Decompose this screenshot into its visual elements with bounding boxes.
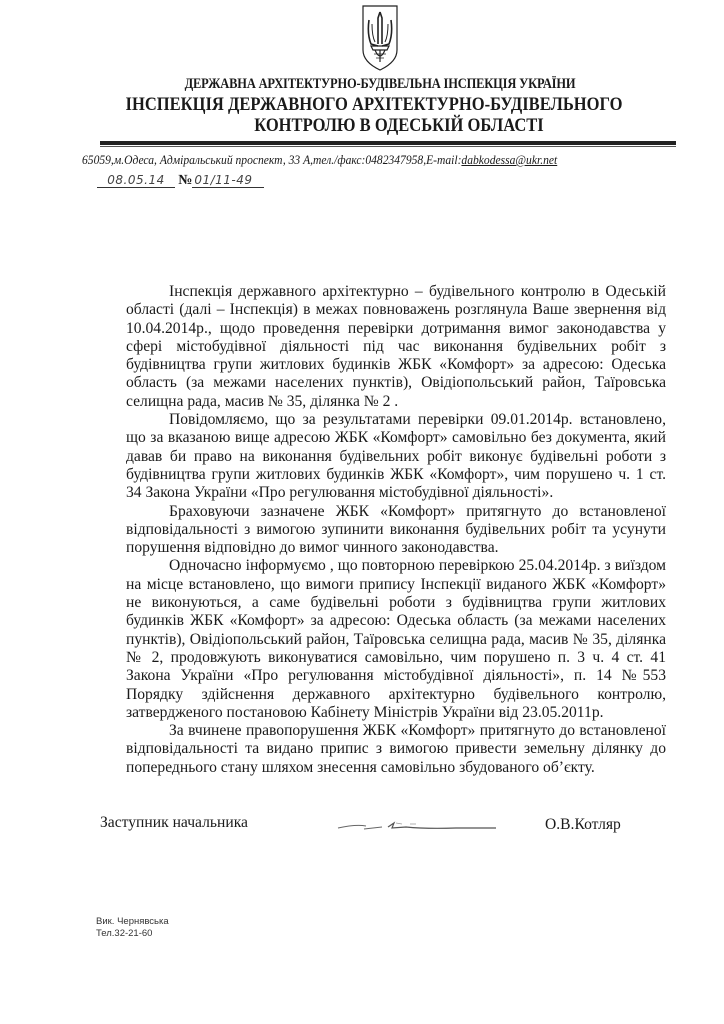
paragraph: За вчинене правопорушення ЖБК «Комфорт» притягнуто до встановленої відповідальності та видано припис з вимогою привести земельну ділянку до попереднього стану шляхом знесення самовільно збудованого об’єкту. [126,722,666,776]
registration-number: 01/11-49 [192,173,264,188]
letterhead-address [82,152,557,168]
letter-body [126,283,666,777]
letterhead-agency: ДЕРЖАВНА АРХІТЕКТУРНО-БУДІВЕЛЬНА ІНСПЕКЦІЯ УКРАЇНИ [184,76,576,92]
letterhead-divider-thin [100,146,676,147]
letterhead-divider [100,141,676,145]
letterhead-inspection-line1: ІНСПЕКЦІЯ ДЕРЖАВНОГО АРХІТЕКТУРНО-БУДІВЕЛЬНОГО [125,94,623,115]
paragraph: Браховуючи зазначене ЖБК «Комфорт» притягнуто до встановленої відповідальності з вимогою зупинити виконання будівельних робіт та усунути порушення відповідно до вимог чинного законодавства. [126,502,666,557]
address-text: 65059,м.Одеса, Адміральський проспект, 33 А,тел./факс:0482347958,E-mail: [82,152,462,167]
email-link[interactable]: dabkodessa@ukr.net [461,152,558,167]
paragraph: Повідомляємо, що за результатами перевірки 09.01.2014р. встановлено, що за вказаною вище адресою ЖБК «Комфорт» самовільно без документа, який давав би право на виконання будівельних робіт виконує будівельні роботи з будівництва групи житлових будинків ЖБК «Комфорт», чим порушено ч. 1 ст. 34 Закона України «Про регулювання містобудівної діяльності». [126,411,666,502]
executor-phone: Тел.32-21-60 [96,928,153,939]
coat-of-arms-icon [361,4,399,72]
number-label: № [178,173,193,188]
signatory-name: О.В.Котляр [545,816,621,833]
registration-line [97,172,264,189]
handwritten-signature [336,820,498,832]
executor-info [96,916,169,940]
executor-name: Вик. Чернявська [96,916,169,927]
paragraph: Інспекція державного архітектурно – будівельного контролю в Одеській області (далі – Інспекція) в межах повноважень розглянула Ваше звернення від 10.04.2014р., щодо проведення перевірки дотримання вимог законодавства у сфері містобудівної діяльності під час виконання будівельних робіт з будівництва групи житлових будинків ЖБК «Комфорт» за адресою: Одеська область (за межами населених пунктів), Овідіопольський район, Таїровська селищна рада, масив № 35, ділянка № 2 . [126,283,666,410]
paragraph: Одночасно інформуємо , що повторною перевіркою 25.04.2014р. з виїздом на місце встановлено, що вимоги припису Інспекції виданого ЖБК «Комфорт» не виконуються, а саме будівельні роботи з будівництва групи житлових будинків ЖБК «Комфорт» за адресою: Одеська область (за межами населених пунктів), Овідіопольський район, Таїровська селищна рада, масив № 35, ділянка № 2, продовжують виконуватися самовільно, чим порушено п. 3 ч. 4 ст. 41 Закона України «Про регулювання містобудівної діяльності», п. 14 №553 Порядку здійснення державного архітектурно будівельного контролю, затвердженого постановою Кабінету Міністрів України від 23.05.2011р. [126,557,666,721]
registration-date: 08.05.14 [97,173,175,188]
letterhead-inspection-line2: КОНТРОЛЮ В ОДЕСЬКІЙ ОБЛАСТІ [254,115,544,136]
signatory-title: Заступник начальника [100,814,248,831]
